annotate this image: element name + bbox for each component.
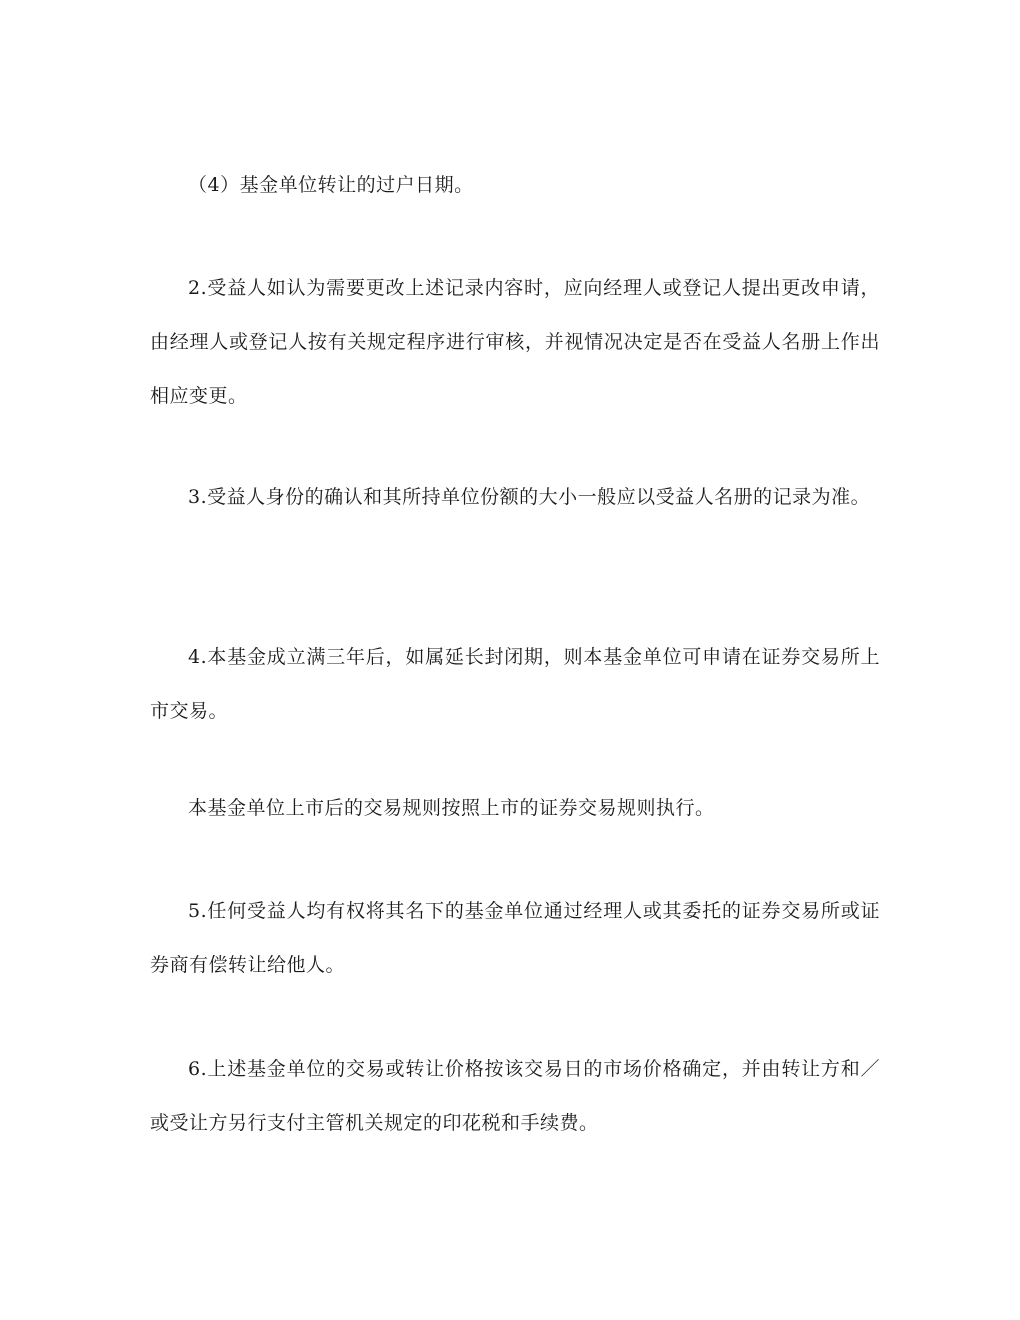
paragraph-trading-rules: 本基金单位上市后的交易规则按照上市的证券交易规则执行。	[188, 797, 715, 819]
paragraph-identity-confirmation: 3.受益人身份的确认和其所持单位份额的大小一般应以受益人名册的记录为准。	[188, 486, 871, 508]
paragraph-listing: 4.本基金成立满三年后，如属延长封闭期，则本基金单位可申请在证券交易所上市交易。	[150, 646, 880, 722]
paragraph-price-and-fees: 6.上述基金单位的交易或转让价格按该交易日的市场价格确定，并由转让方和／或受让方另行支付主管机关规定的印花税和手续费。	[150, 1058, 880, 1134]
paragraph-record-change: 2.受益人如认为需要更改上述记录内容时，应向经理人或登记人提出更改申请，由经理人或登记人按有关规定程序进行审核，并视情况决定是否在受益人名册上作出相应变更。	[150, 277, 880, 407]
paragraph-transfer-right: 5.任何受益人均有权将其名下的基金单位通过经理人或其委托的证券交易所或证券商有偿转让给他人。	[150, 900, 880, 976]
paragraph-transfer-date: （4）基金单位转让的过户日期。	[188, 174, 474, 196]
